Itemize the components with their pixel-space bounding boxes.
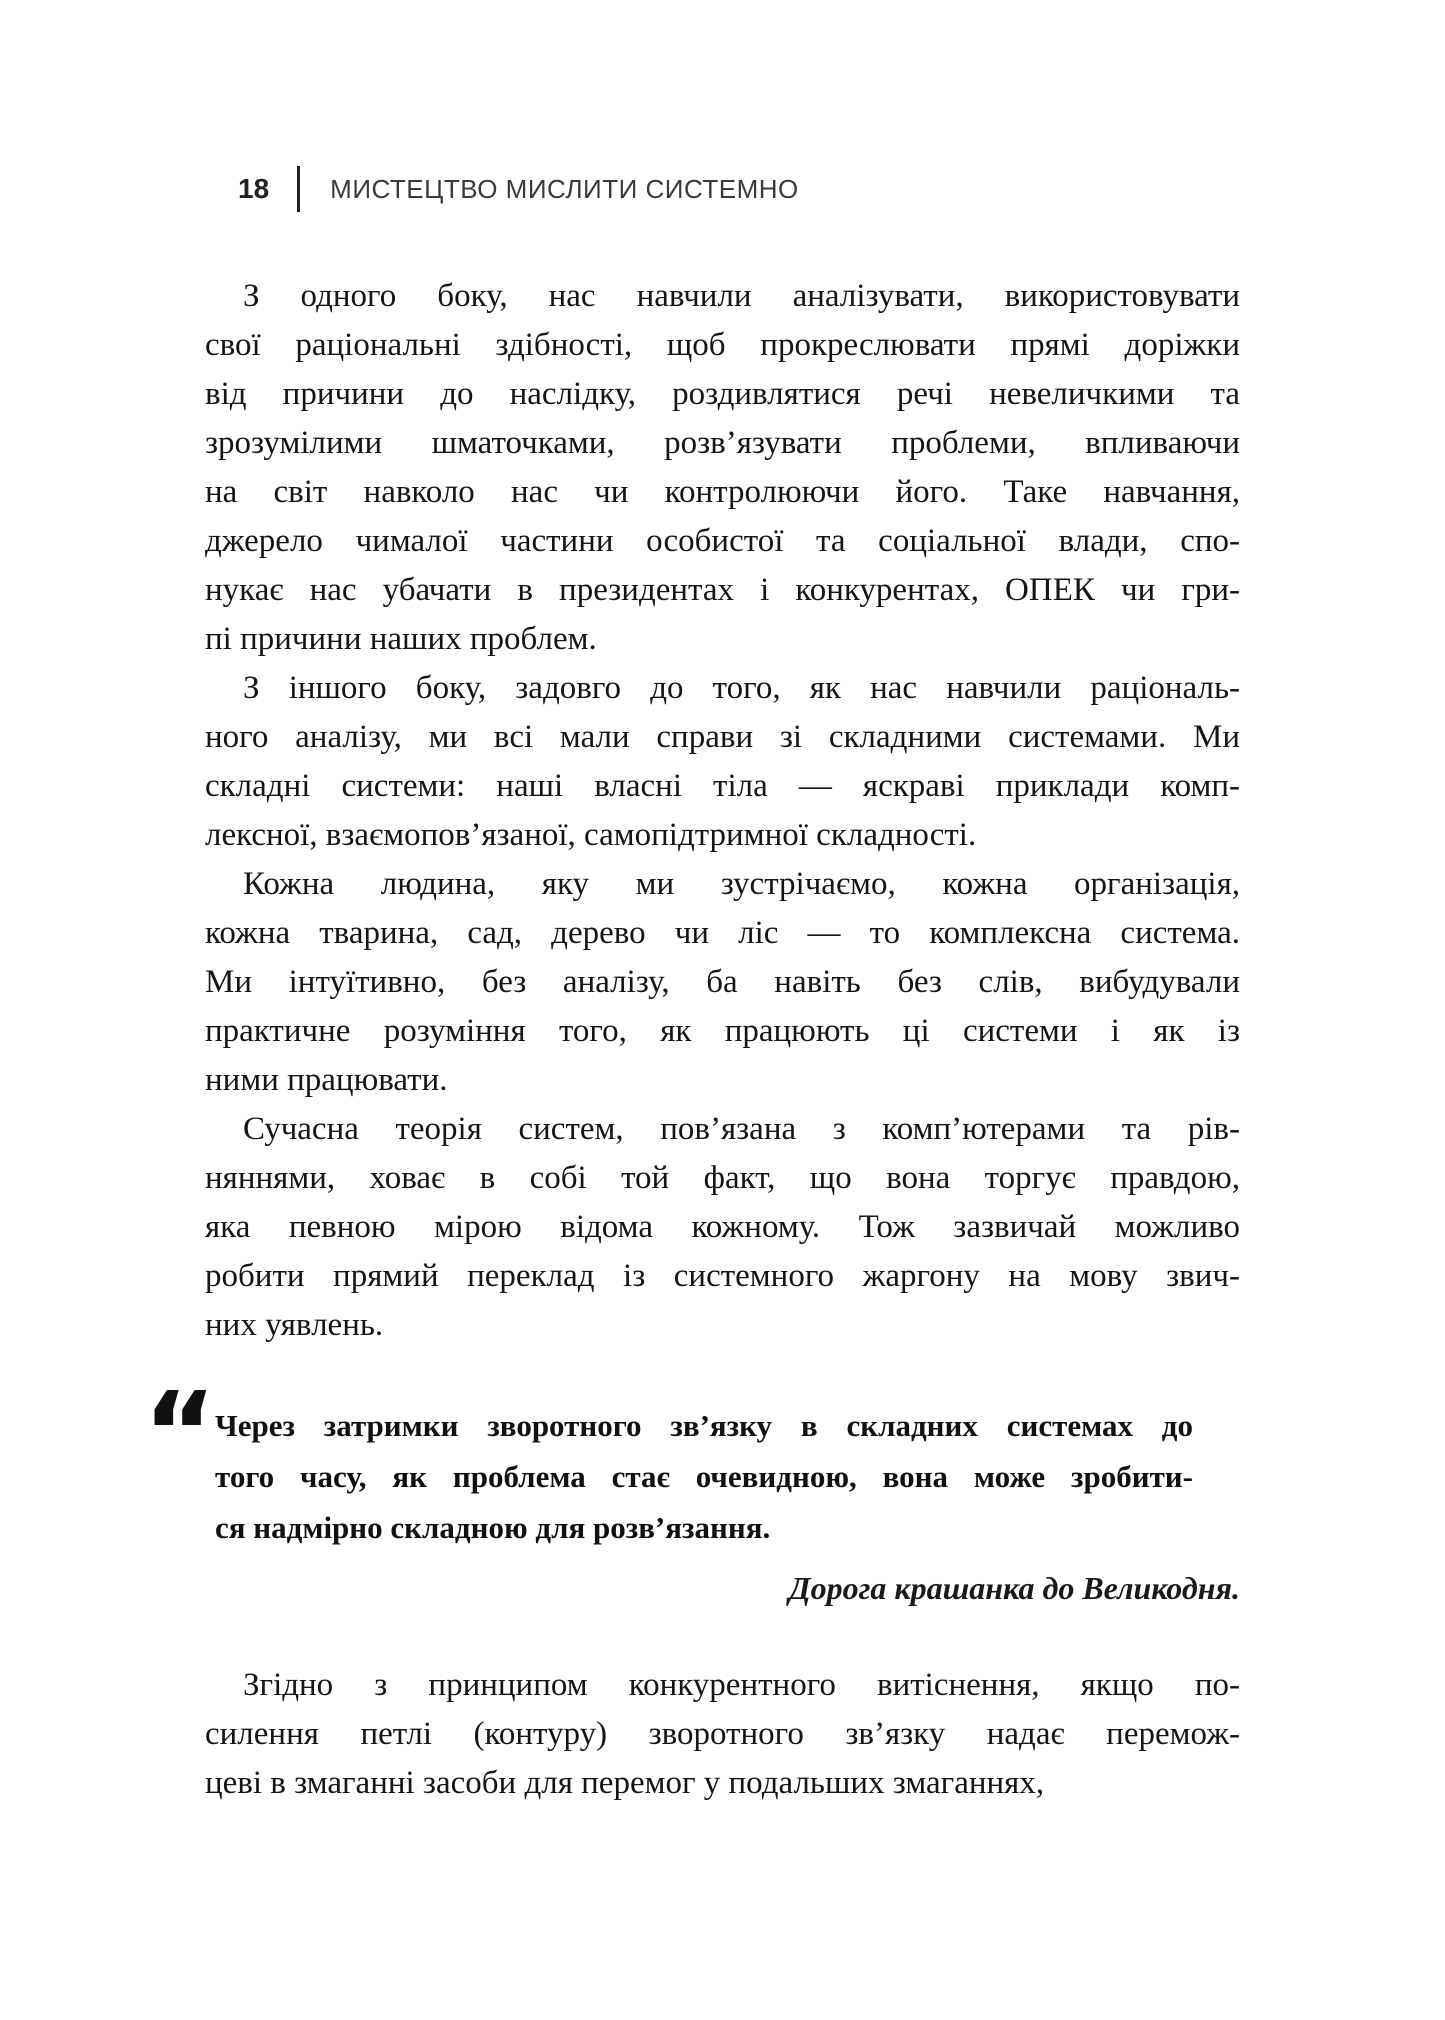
text-line: ними працювати.: [205, 1062, 448, 1098]
spacer: [205, 1611, 1240, 1661]
blockquote: [143, 1369, 1240, 1553]
text-line: нукає нас убачати в президентах і конкурентах, ОПЕК чи гри-: [205, 572, 1240, 608]
text-line: цеві в змаганні засоби для перемог у подальших змаганнях,: [205, 1765, 1045, 1801]
text-line: того часу, як проблема стає очевидною, вона може зробити-: [215, 1459, 1193, 1494]
text-line: складні системи: наші власні тіла — яскраві приклади комп-: [205, 768, 1240, 804]
paragraph: [205, 272, 1240, 664]
text-line: Сучасна теорія систем, пов’язана з комп’ютерами та рів-: [243, 1111, 1240, 1147]
text-line: джерело чималої частини особистої та соціальної влади, спо-: [205, 523, 1240, 559]
text-line: від причини до наслідку, роздивлятися речі невеличкими та: [205, 376, 1240, 412]
quote-attribution: Дорога крашанка до Великодня.: [788, 1570, 1240, 1606]
text-line: няннями, ховає в собі той факт, що вона торгує правдою,: [205, 1160, 1240, 1196]
page-number: 18: [238, 173, 270, 204]
paragraph: [215, 1400, 1193, 1553]
text-line: З одного боку, нас навчили аналізувати, використовувати: [243, 278, 1240, 314]
text-line: З іншого боку, задовго до того, як нас навчили раціональ-: [243, 670, 1240, 706]
text-line: Через затримки зворотного зв’язку в складних системах до: [215, 1408, 1193, 1443]
text-line: Ми інтуїтивно, без аналізу, ба навіть без слів, вибудували: [205, 964, 1240, 1000]
text-line: ся надмірно складною для розв’язання.: [215, 1510, 771, 1545]
text-line: Кожна людина, яку ми зустрічаємо, кожна організація,: [243, 866, 1240, 902]
body-paragraphs: [205, 272, 1240, 1350]
header-divider: [297, 166, 300, 212]
blockquote-text: [205, 1400, 1193, 1553]
text-line: свої раціональні здібності, щоб прокреслювати прямі доріжки: [205, 327, 1240, 363]
text-line: силення петлі (контуру) зворотного зв’язку надає перемож-: [205, 1716, 1240, 1752]
text-line: робити прямий переклад із системного жаргону на мову звич-: [205, 1258, 1240, 1294]
running-title: МИСТЕЦТВО МИСЛИТИ СИСТЕМНО: [330, 173, 799, 204]
page-header: [238, 166, 799, 212]
closing-paragraphs: [205, 1661, 1240, 1808]
text-column: [143, 272, 1240, 1808]
paragraph: [205, 1105, 1240, 1350]
paragraph: [205, 860, 1240, 1105]
text-line: них уявлень.: [205, 1307, 384, 1343]
text-line: Згідно з принципом конкурентного витіснення, якщо по-: [243, 1667, 1240, 1703]
paragraph: [205, 664, 1240, 860]
text-line: кожна тварина, сад, дерево чи ліс — то комплексна система.: [205, 915, 1240, 951]
text-line: яка певною мірою відома кожному. Тож зазвичай можливо: [205, 1209, 1240, 1245]
text-line: ного аналізу, ми всі мали справи зі складними системами. Ми: [205, 719, 1240, 755]
quote-icon: “: [143, 1369, 211, 1499]
text-line: пі причини наших проблем.: [205, 621, 597, 657]
text-line: лексної, взаємопов’язаної, самопідтримної складності.: [205, 817, 977, 853]
text-line: практичне розуміння того, як працюють ці системи і як із: [205, 1013, 1240, 1049]
text-line: зрозумілими шматочками, розв’язувати проблеми, впливаючи: [205, 425, 1240, 461]
paragraph: [205, 1661, 1240, 1808]
text-line: на світ навколо нас чи контролюючи його. Таке навчання,: [205, 474, 1240, 510]
